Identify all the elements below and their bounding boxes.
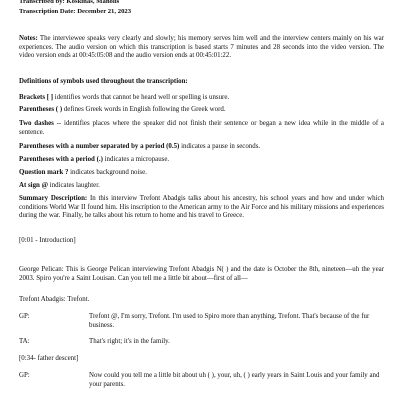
speaker-label: GP: bbox=[19, 372, 30, 379]
speaker-label: GP: bbox=[19, 313, 30, 320]
transcribed-by: Transcribed by: Koskinas, Manolis bbox=[19, 0, 120, 5]
definition-micropause bbox=[19, 156, 384, 165]
definition-label: Two dashes bbox=[19, 120, 54, 127]
intro-paragraph: George Pelican: This is George Pelican interviewing Trefont Abadgis N( ) and the date is October the 8th, nineteen—uh the year 2003. Spiro you're a Saint Louisan. Can you tell me a little bit about—first of all— bbox=[19, 266, 384, 282]
definition-two-dashes bbox=[19, 120, 384, 137]
summary-label: Summary Description: bbox=[19, 195, 88, 202]
definition-parentheses bbox=[19, 106, 384, 115]
definitions-title: Definitions of symbols used throughout the transcription: bbox=[19, 78, 188, 85]
ta-line: Trefont Abadgis: Trefont. bbox=[19, 296, 90, 303]
definition-label: Brackets [ ] bbox=[19, 94, 54, 101]
summary-text: In this interview Trefont Abadgis talks about his ancestry, his school years and how and under which conditions World War II found him. His inscription to the American army to the Air Force and his military missions and experiences during the war. Finally, he talks about his return to home and his travel to Greece. bbox=[19, 195, 384, 219]
definition-brackets bbox=[19, 94, 384, 103]
speaker-label: TA: bbox=[19, 338, 30, 345]
definition-label: At sign @ bbox=[19, 182, 48, 189]
definition-text: defines Greek words in English following the Greek word. bbox=[63, 106, 226, 113]
timestamp-intro: [0:01 - Introduction] bbox=[19, 237, 76, 244]
definition-label: Question mark ? bbox=[19, 169, 69, 176]
definition-at-sign bbox=[19, 182, 384, 191]
definition-text: -- identifies places where the speaker did not finish their sentence or began a new idea while in the middle of a sentence. bbox=[19, 120, 384, 136]
notes-paragraph bbox=[19, 35, 384, 61]
notes-text: The interviewee speaks very clearly and slowly; his memory serves him well and the interview centers mainly on his war experiences. The audio version on which this transcription is based starts 7 minutes and 28 seconds into the video version. The video version ends at 00:45:05:08 and the audio version ends at 00:45:01:22. bbox=[19, 35, 384, 59]
exchange-text: That's right; it's in the family. bbox=[89, 338, 170, 345]
exchange-text: Trefont @, I'm sorry, Trefont. I'm used to Spiro more than anything, Trefont. That's because of the fur business. bbox=[89, 313, 370, 329]
definition-pause bbox=[19, 143, 384, 152]
definition-text: indicates background noise. bbox=[70, 169, 147, 176]
definition-text: indicates a micropause. bbox=[104, 156, 170, 163]
definition-text: identifies words that cannot be heard well or spelling is unsure. bbox=[54, 94, 230, 101]
notes-label: Notes: bbox=[19, 35, 38, 42]
definition-text: indicates laughter. bbox=[49, 182, 100, 189]
definition-text: indicates a pause in seconds. bbox=[181, 143, 261, 150]
transcription-date: Transcription Date: December 21, 2023 bbox=[19, 8, 132, 15]
definition-label: Parentheses with a period (.) bbox=[19, 156, 103, 163]
timestamp-father-descent: [0:34- father descent] bbox=[19, 355, 79, 362]
exchange-text: Now could you tell me a little bit about uh ( ), your, uh, ( ) early years in Saint Louis and your family and your parents. bbox=[89, 372, 380, 388]
definition-label: Parentheses with a number separated by a period (0.5) bbox=[19, 143, 180, 150]
definition-label: Parentheses ( ) bbox=[19, 106, 63, 113]
summary-paragraph bbox=[19, 195, 384, 221]
definition-question-mark bbox=[19, 169, 384, 178]
